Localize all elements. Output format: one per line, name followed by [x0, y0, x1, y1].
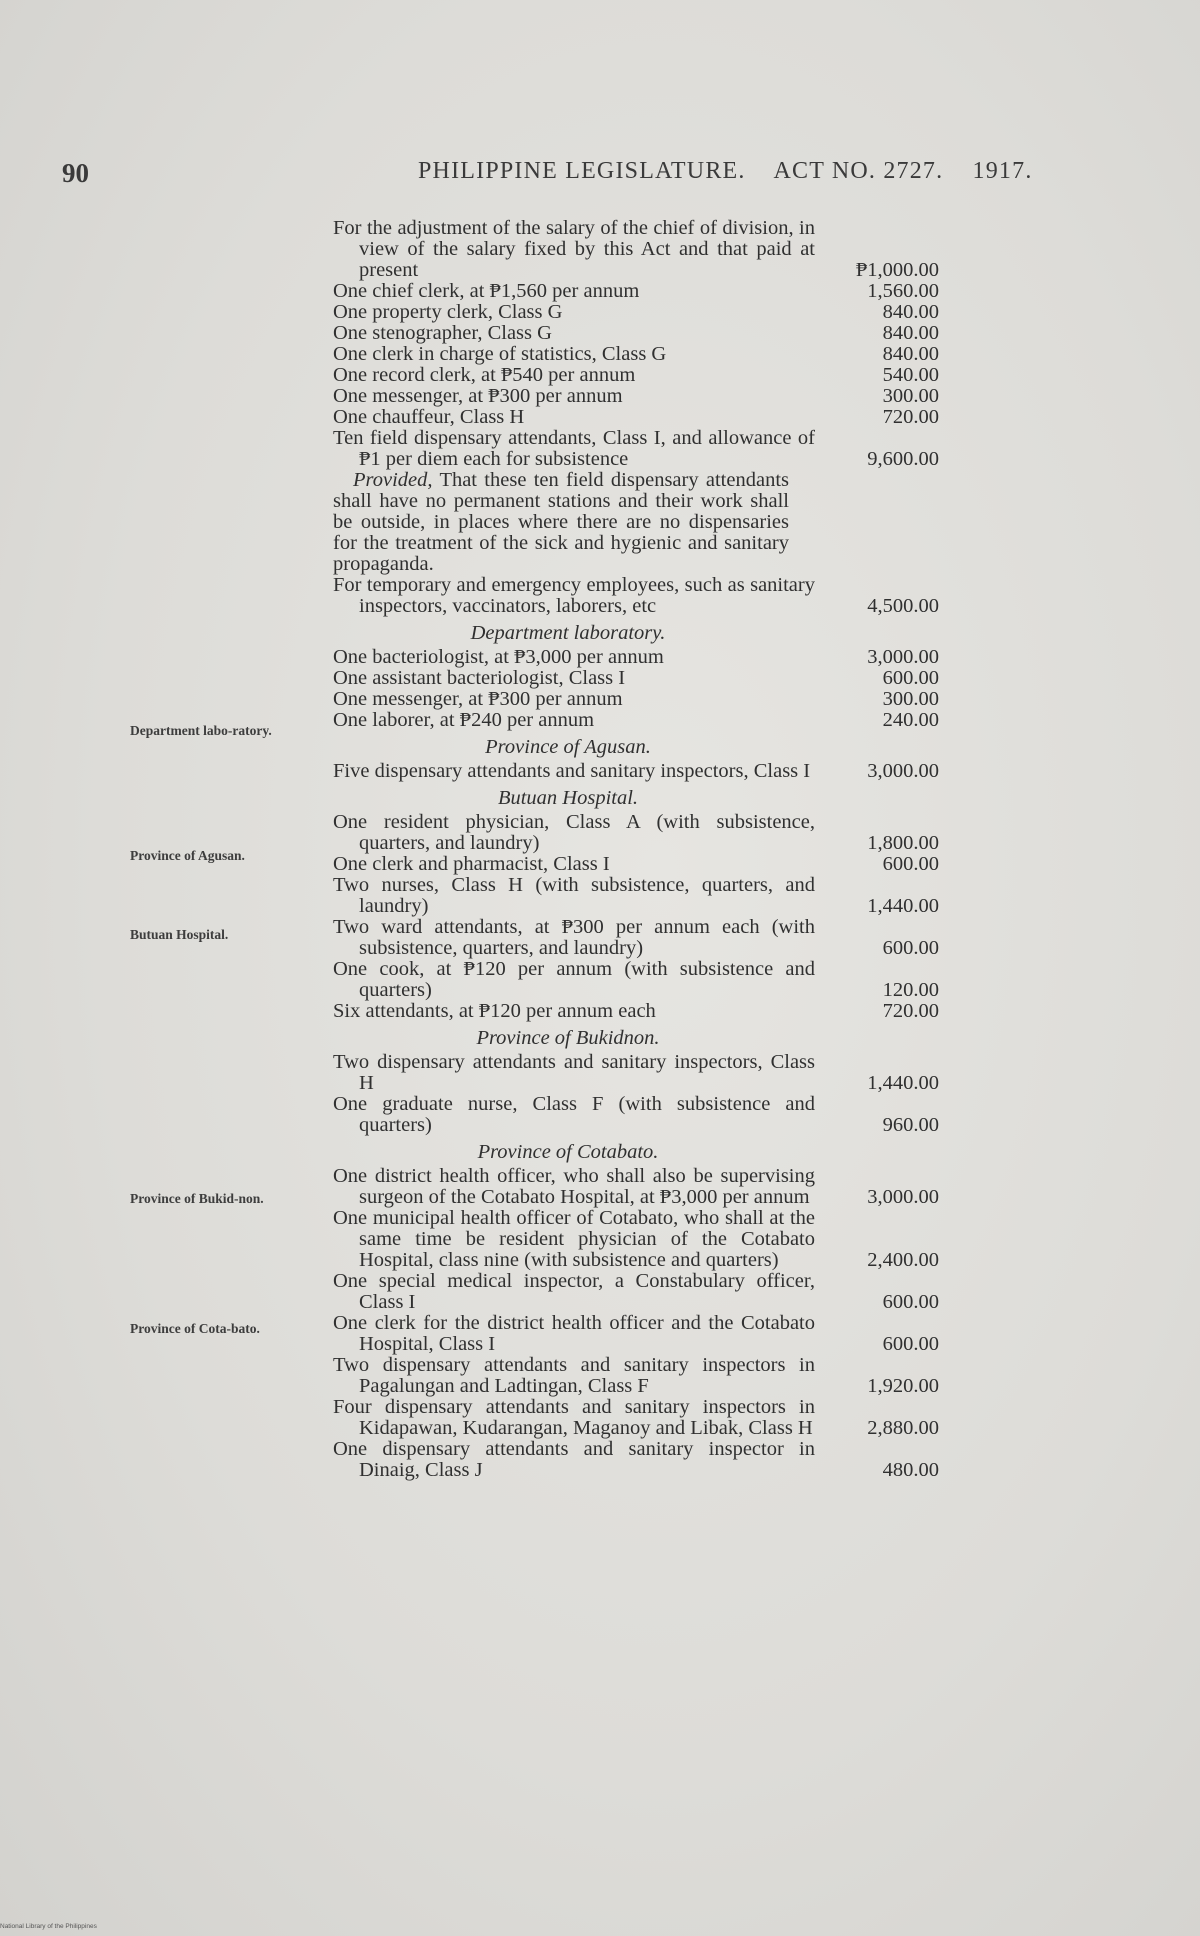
- item-amount: 600.00: [882, 667, 939, 689]
- item-amount: 840.00: [882, 343, 939, 365]
- item-amount: 600.00: [882, 937, 939, 959]
- line-item: [333, 958, 939, 1001]
- item-amount: ₱1,000.00: [855, 259, 939, 281]
- item-text: One cook, at ₱120 per annum (with subsistence and quarters): [333, 958, 815, 1001]
- item-text: One clerk for the district health officer and the Cotabato Hospital, Class I: [333, 1312, 815, 1355]
- line-item: [333, 1165, 939, 1208]
- item-amount: 720.00: [882, 1000, 939, 1022]
- line-item: [333, 1354, 939, 1397]
- item-amount: 3,000.00: [867, 1186, 939, 1208]
- line-item: [333, 667, 939, 689]
- proviso-lead: Provided,: [353, 469, 433, 491]
- line-item: [333, 811, 939, 854]
- item-amount: 600.00: [882, 1333, 939, 1355]
- appropriation-column: [333, 217, 939, 1481]
- section-heading: Department laboratory.: [470, 622, 666, 644]
- item-amount: 300.00: [882, 385, 939, 407]
- line-item: [333, 874, 939, 917]
- line-item: [333, 709, 939, 731]
- running-head-year: 1917.: [972, 158, 1033, 184]
- item-text: One clerk in charge of statistics, Class G: [333, 343, 667, 365]
- line-item: [333, 1093, 939, 1136]
- proviso-text: That these ten field dispensary attendants shall have no permanent stations and their work shall be outside, in places where there are no dispensaries for the treatment of the sick and hygienic and sanitary propaganda.: [333, 469, 789, 575]
- line-item: [333, 217, 939, 281]
- line-item: [333, 385, 939, 407]
- item-text: One municipal health officer of Cotabato, who shall at the same time be resident physician of the Cotabato Hospital, class nine (with subsistence and quarters): [333, 1207, 815, 1271]
- item-amount: 9,600.00: [867, 448, 939, 470]
- section-province-cotabato: [333, 1141, 939, 1481]
- line-item: [333, 1438, 939, 1481]
- item-text: One clerk and pharmacist, Class I: [333, 853, 610, 875]
- item-amount: 300.00: [882, 688, 939, 710]
- line-item: [333, 916, 939, 959]
- item-amount: 600.00: [882, 853, 939, 875]
- item-amount: 960.00: [882, 1114, 939, 1136]
- running-head-title: PHILIPPINE LEGISLATURE.: [418, 158, 746, 184]
- line-item: [333, 688, 939, 710]
- item-text: One chauffeur, Class H: [333, 406, 525, 428]
- line-item: [333, 1270, 939, 1313]
- line-item: [333, 1312, 939, 1355]
- item-text: Two nurses, Class H (with subsistence, quarters, and laundry): [333, 874, 815, 917]
- line-item: [333, 574, 939, 617]
- line-item: [333, 1207, 939, 1271]
- sidenote-department-laboratory: Department labo-ratory.: [130, 723, 272, 738]
- item-text: One record clerk, at ₱540 per annum: [333, 364, 636, 386]
- item-amount: 840.00: [882, 301, 939, 323]
- item-text: Ten field dispensary attendants, Class I, and allowance of ₱1 per diem each for subsistence: [333, 427, 815, 470]
- item-amount: 120.00: [882, 979, 939, 1001]
- item-text: Four dispensary attendants and sanitary inspectors in Kidapawan, Kudarangan, Maganoy and Libak, Class H: [333, 1396, 815, 1439]
- item-text: One chief clerk, at ₱1,560 per annum: [333, 280, 640, 302]
- item-text: Two dispensary attendants and sanitary inspectors, Class H: [333, 1051, 815, 1094]
- item-text: One property clerk, Class G: [333, 301, 563, 323]
- section-heading: Province of Agusan.: [485, 736, 651, 758]
- item-amount: 720.00: [882, 406, 939, 428]
- item-amount: 3,000.00: [867, 760, 939, 782]
- item-text: One laborer, at ₱240 per annum: [333, 709, 595, 731]
- page-number: 90: [62, 158, 89, 188]
- item-amount: 840.00: [882, 322, 939, 344]
- item-text: One district health officer, who shall also be supervising surgeon of the Cotabato Hospital, at ₱3,000 per annum: [333, 1165, 815, 1208]
- item-amount: 1,800.00: [867, 832, 939, 854]
- running-head: [418, 158, 1058, 185]
- item-amount: 480.00: [882, 1459, 939, 1481]
- section-province-bukidnon: [333, 1027, 939, 1136]
- item-text: One messenger, at ₱300 per annum: [333, 688, 623, 710]
- item-amount: 2,400.00: [867, 1249, 939, 1271]
- item-text: Two ward attendants, at ₱300 per annum each (with subsistence, quarters, and laundry): [333, 916, 815, 959]
- section-department-laboratory: [333, 622, 939, 731]
- line-item: [333, 364, 939, 386]
- line-item: [333, 1051, 939, 1094]
- item-amount: 1,920.00: [867, 1375, 939, 1397]
- line-item: [333, 322, 939, 344]
- line-item: [333, 646, 939, 668]
- item-text: One messenger, at ₱300 per annum: [333, 385, 623, 407]
- item-text: For the adjustment of the salary of the chief of division, in view of the salary fixed by this Act and that paid at present: [333, 217, 815, 281]
- section-butuan-hospital: [333, 787, 939, 1022]
- sidenote-province-bukidnon: Province of Bukid-non.: [130, 1191, 264, 1206]
- item-amount: 240.00: [882, 709, 939, 731]
- item-amount: 600.00: [882, 1291, 939, 1313]
- item-amount: 4,500.00: [867, 595, 939, 617]
- item-amount: 2,880.00: [867, 1417, 939, 1439]
- section-heading: Province of Bukidnon.: [476, 1027, 660, 1049]
- sidenote-butuan-hospital: Butuan Hospital.: [130, 927, 229, 942]
- line-item: [333, 853, 939, 875]
- running-head-act: ACT NO. 2727.: [773, 158, 944, 184]
- item-text: One stenographer, Class G: [333, 322, 552, 344]
- item-text: One resident physician, Class A (with subsistence, quarters, and laundry): [333, 811, 815, 854]
- top-items: [333, 217, 939, 617]
- proviso-paragraph: [333, 470, 789, 575]
- line-item: [333, 301, 939, 323]
- item-text: One assistant bacteriologist, Class I: [333, 667, 626, 689]
- line-item: [333, 760, 939, 782]
- item-text: Six attendants, at ₱120 per annum each: [333, 1000, 656, 1022]
- section-province-agusan: [333, 736, 939, 782]
- item-amount: 1,440.00: [867, 1072, 939, 1094]
- line-item: [333, 427, 939, 470]
- sidenote-province-cotabato: Province of Cota-bato.: [130, 1321, 260, 1336]
- item-text: One graduate nurse, Class F (with subsistence and quarters): [333, 1093, 815, 1136]
- section-heading: Province of Cotabato.: [477, 1141, 659, 1163]
- line-item: [333, 1396, 939, 1439]
- section-heading: Butuan Hospital.: [497, 787, 639, 809]
- item-amount: 1,560.00: [867, 280, 939, 302]
- scan-footer: National Library of the Philippines: [0, 1923, 97, 1930]
- item-text: Five dispensary attendants and sanitary inspectors, Class I: [333, 760, 811, 782]
- line-item: [333, 343, 939, 365]
- item-text: One dispensary attendants and sanitary inspector in Dinaig, Class J: [333, 1438, 815, 1481]
- item-amount: 540.00: [882, 364, 939, 386]
- item-text: For temporary and emergency employees, such as sanitary inspectors, vaccinators, laborers, etc: [333, 574, 815, 617]
- item-text: One special medical inspector, a Constabulary officer, Class I: [333, 1270, 815, 1313]
- item-amount: 1,440.00: [867, 895, 939, 917]
- line-item: [333, 280, 939, 302]
- item-text: Two dispensary attendants and sanitary inspectors in Pagalungan and Ladtingan, Class F: [333, 1354, 815, 1397]
- item-text: One bacteriologist, at ₱3,000 per annum: [333, 646, 664, 668]
- line-item: [333, 1000, 939, 1022]
- line-item: [333, 406, 939, 428]
- sidenote-province-agusan: Province of Agusan.: [130, 848, 245, 863]
- item-amount: 3,000.00: [867, 646, 939, 668]
